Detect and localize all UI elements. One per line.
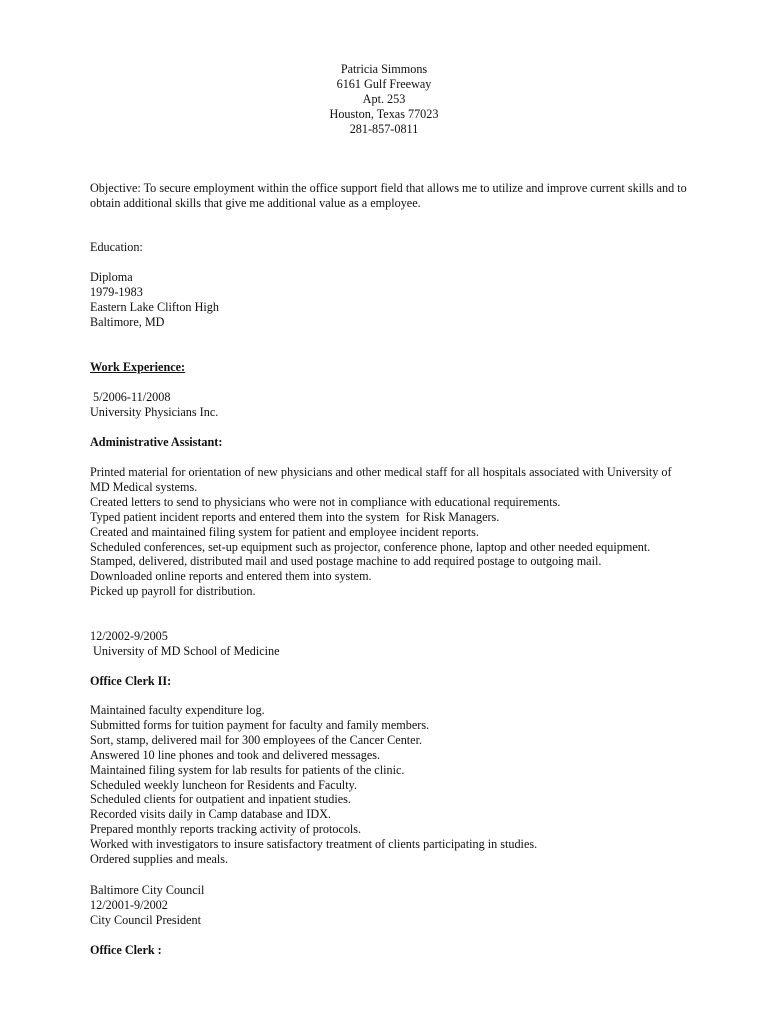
contact-header — [0, 62, 768, 136]
duty-item: Ordered supplies and meals. — [90, 852, 229, 867]
education-degree: Diploma — [90, 269, 133, 284]
education-years: 1979-1983 — [90, 284, 143, 299]
duty-item: Worked with investigators to insure satisfactory treatment of clients participating in studies. — [90, 837, 538, 852]
work-experience-heading-block — [90, 360, 690, 375]
applicant-name: Patricia Simmons — [340, 62, 428, 76]
job-3-title: Office Clerk : — [90, 943, 162, 957]
job-3 — [90, 883, 690, 928]
duty-item: Stamped, delivered, distributed mail and used postage machine to add required postage to outgoing mail. — [90, 554, 602, 569]
duty-item: Scheduled conferences, set-up equipment such as projector, conference phone, laptop and other needed equipment. — [90, 539, 651, 554]
work-experience-heading: Work Experience: — [90, 360, 186, 374]
duty-item: Typed patient incident reports and entered them into the system for Risk Managers. — [90, 509, 500, 524]
duty-item: Created and maintained filing system for patient and employee incident reports. — [90, 524, 479, 539]
apartment: Apt. 253 — [362, 91, 406, 106]
job-1 — [90, 390, 690, 420]
job-3-employer: Baltimore City Council — [90, 883, 205, 897]
duty-item: Submitted forms for tuition payment for faculty and family members. — [90, 717, 430, 732]
duty-item: Maintained faculty expenditure log. — [90, 703, 265, 717]
duty-item: Recorded visits daily in Camp database and IDX. — [90, 807, 331, 822]
objective-section — [90, 181, 690, 211]
job-2-employer: University of MD School of Medicine — [90, 643, 280, 658]
duty-item: Printed material for orientation of new physicians and other medical staff for all hospitals associated with University of MD Medical systems. — [90, 465, 672, 494]
duty-item: Prepared monthly reports tracking activity of protocols. — [90, 822, 362, 837]
job-1-title-block — [90, 435, 690, 450]
job-3-subtitle: City Council President — [90, 912, 202, 927]
education-school: Eastern Lake Clifton High — [90, 299, 219, 314]
city-state-zip: Houston, Texas 77023 — [329, 106, 439, 121]
job-3-title-block — [90, 943, 690, 958]
education-heading: Education: — [90, 240, 143, 254]
education-location: Baltimore, MD — [90, 314, 165, 329]
education-section — [90, 240, 690, 330]
duty-item: Scheduled weekly luncheon for Residents and Faculty. — [90, 777, 357, 792]
job-2-dates: 12/2002-9/2005 — [90, 629, 168, 643]
duty-item: Maintained filing system for lab results for patients of the clinic. — [90, 762, 405, 777]
duty-item: Created letters to send to physicians who were not in compliance with educational requirements. — [90, 494, 561, 509]
duty-item: Scheduled clients for outpatient and inpatient studies. — [90, 792, 351, 807]
duty-item: Picked up payroll for distribution. — [90, 584, 256, 599]
phone-number: 281-857-0811 — [349, 121, 419, 136]
street-address: 6161 Gulf Freeway — [336, 76, 432, 91]
job-3-dates: 12/2001-9/2002 — [90, 897, 168, 912]
duty-item: Sort, stamp, delivered mail for 300 employees of the Cancer Center. — [90, 732, 423, 747]
duty-item: Downloaded online reports and entered them into system. — [90, 569, 372, 584]
job-2-title-block — [90, 674, 690, 689]
job-2-title: Office Clerk II: — [90, 674, 172, 688]
job-1-employer: University Physicians Inc. — [90, 404, 219, 419]
job-1-dates: 5/2006-11/2008 — [90, 390, 171, 404]
job-1-duties — [90, 465, 690, 599]
job-2 — [90, 629, 690, 659]
job-1-title: Administrative Assistant: — [90, 435, 223, 449]
objective-text: Objective: To secure employment within the office support field that allows me to utilize and improve current skills and to obtain additional skills that give me additional value as a employee. — [90, 181, 687, 210]
duty-item: Answered 10 line phones and took and delivered messages. — [90, 747, 381, 762]
job-2-duties — [90, 703, 690, 867]
